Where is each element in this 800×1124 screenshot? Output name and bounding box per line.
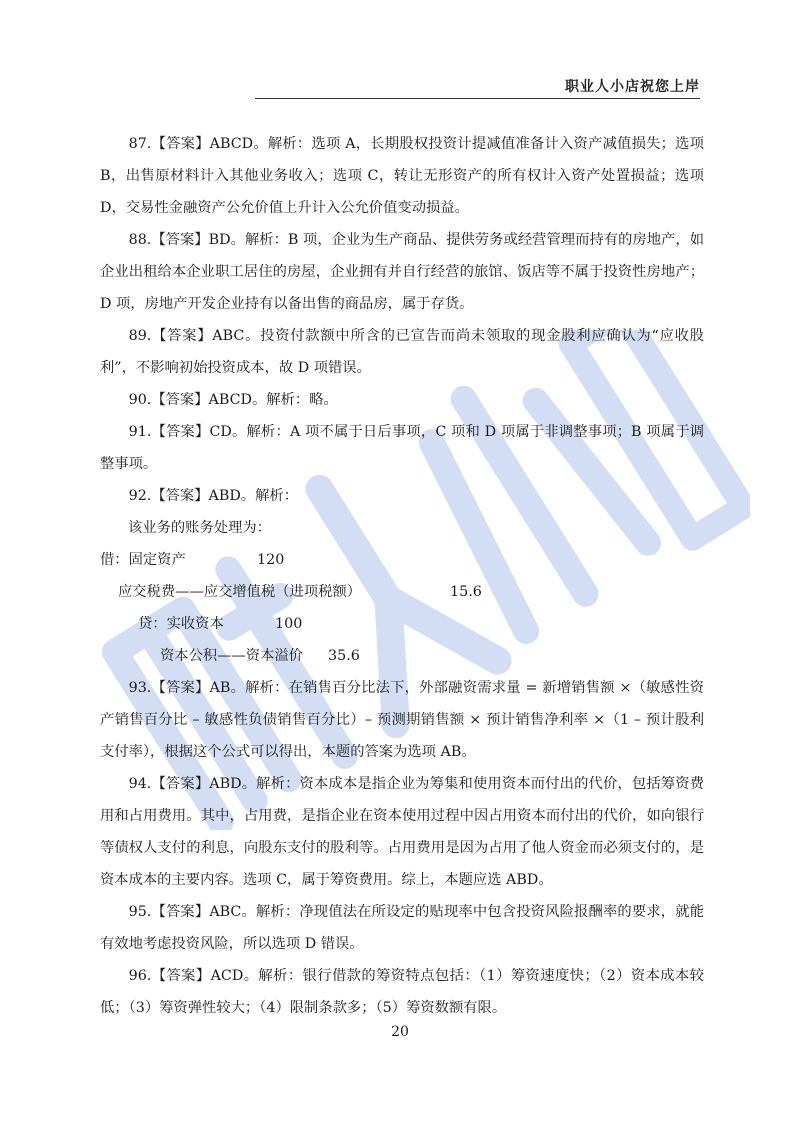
answer-91: 91.【答案】CD。解析：A 项不属于日后事项，C 项和 D 项属于非调整事项；B 项属于调整事项。	[100, 424, 704, 472]
answer-90: 90.【答案】ABCD。解析：略。	[128, 392, 338, 408]
journal-entry-intro	[100, 512, 704, 544]
credit-2-label: 资本公积——资本溢价	[160, 648, 303, 664]
debit-2-amount: 15.6	[450, 584, 482, 600]
answer-88: 88.【答案】BD。解析：B 项，企业为生产商品、提供劳务或经营管理而持有的房地产，如企业出租给本企业职工居住的房屋，企业拥有并自行经营的旅馆、饭店等不属于投资性房地产；D 项，房地产开发企业持有以备出售的商品房，属于存货。	[100, 232, 704, 312]
credit-1-amount: 100	[275, 616, 303, 632]
answer-93: 93.【答案】AB。解析：在销售百分比法下，外部融资需求量 = 新增销售额 ×（敏感性资产销售百分比 – 敏感性负债销售百分比）– 预测期销售额 × 预计销售净利率 ×（1 – 预计股利支付率），根据这个公式可以得出，本题的答案为选项 AB。	[100, 680, 704, 760]
credit-1-label: 贷：实收资本	[138, 616, 224, 632]
credit-2-amount: 35.6	[328, 648, 360, 664]
answer-89: 89.【答案】ABC。投资付款额中所含的已宣告而尚未领取的现金股利应确认为“应收股利”，不影响初始投资成本，故 D 项错误。	[100, 328, 704, 376]
debit-1-amount: 120	[257, 552, 285, 568]
page-number: 20	[391, 1024, 409, 1040]
answer-87: 87.【答案】ABCD。解析：选项 A，长期股权投资计提减值准备计入资产减值损失；选项 B，出售原材料计入其他业务收入；选项 C，转让无形资产的所有权计入资产处置损益；选项 D，交易性金融资产公允价值上升计入公允价值变动损益。	[100, 136, 704, 216]
page-header	[255, 76, 700, 99]
entry-intro-text: 该业务的账务处理为：	[128, 520, 271, 536]
journal-entry-debit-1	[100, 544, 704, 576]
debit-2-label: 应交税费——应交增值税（进项税额）	[118, 584, 362, 600]
answer-96: 96.【答案】ACD。解析：银行借款的筹资特点包括：（1）筹资速度快；（2）资本成本较低；（3）筹资弹性较大；（4）限制条款多；（5）筹资数额有限。	[100, 968, 704, 1016]
journal-entry-debit-2	[100, 576, 704, 608]
journal-entry-credit-1	[100, 608, 704, 640]
answer-95: 95.【答案】ABC。解析：净现值法在所设定的贴现率中包含投资风险报酬率的要求，就能有效地考虑投资风险，所以选项 D 错误。	[100, 904, 704, 952]
journal-entry-credit-2	[100, 640, 704, 672]
header-title: 职业人小店祝您上岸	[565, 79, 700, 95]
answer-content	[100, 128, 704, 1024]
debit-1-label: 借：固定资产	[100, 552, 186, 568]
answer-92: 92.【答案】ABD。解析：	[128, 488, 298, 504]
answer-94: 94.【答案】ABD。解析：资本成本是指企业为筹集和使用资本而付出的代价，包括筹资费用和占用费用。其中，占用费，是指企业在资本使用过程中因占用资本而付出的代价，如向银行等债权人支付的利息，向股东支付的股利等。占用费用是因为占用了他人资金而必须支付的，是资本成本的主要内容。选项 C，属于筹资费用。综上，本题应选 ABD。	[100, 776, 704, 888]
